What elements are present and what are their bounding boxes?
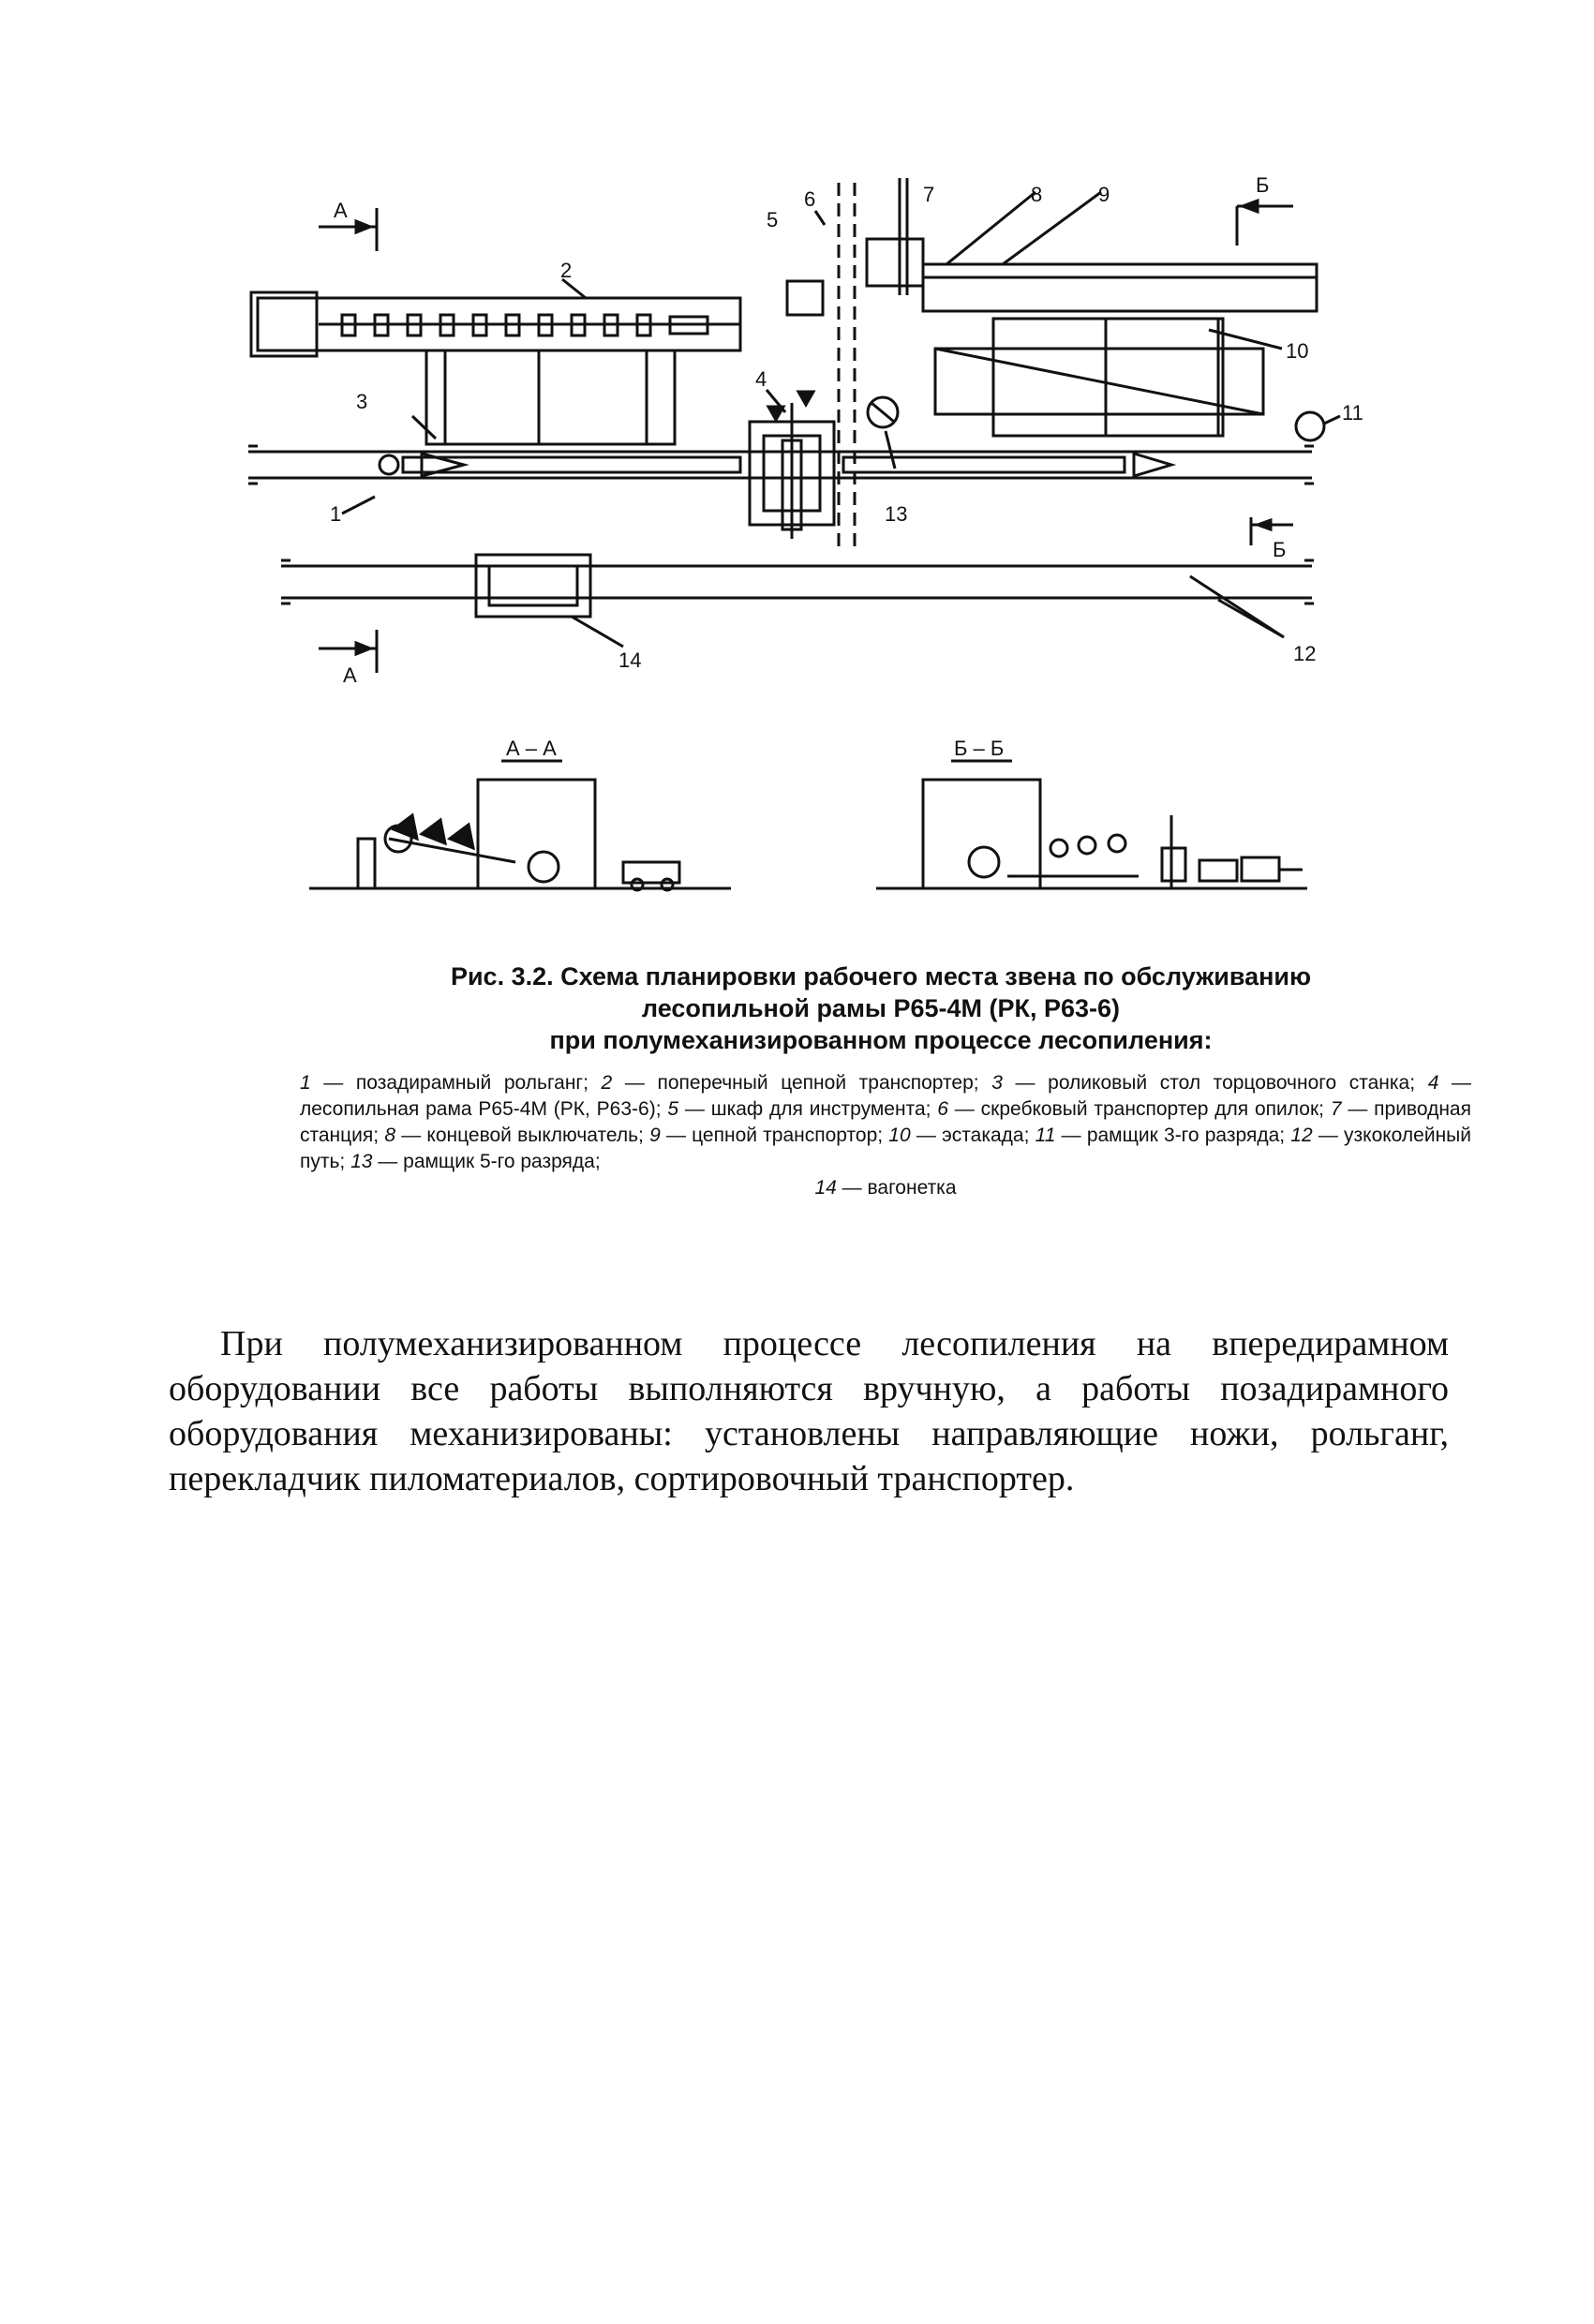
callout-label: 9 (1098, 183, 1110, 206)
section-mark-label: Б (1273, 538, 1287, 561)
section-view-aa (309, 737, 731, 890)
callout-label: 4 (755, 367, 767, 391)
operator-5th-grade (868, 397, 907, 526)
legend-item: 13 — рамщик 5-го разряда; (350, 1151, 601, 1172)
cross-chain-conveyor (251, 259, 740, 356)
operator-3rd-grade (1296, 401, 1363, 440)
callout-label: 8 (1031, 183, 1043, 206)
body-paragraph: При полумеханизированном процессе лесопиления на впередирамном оборудовании все работы выполняются вручную, а работы позадирамного оборудования механизированы: установлены направляющие ножи, рольганг, перекладчик пиломатериалов, сортировочный транспортер. (169, 1324, 1449, 1498)
layout-diagram (0, 0, 1594, 918)
figure-legend (300, 1070, 1471, 1201)
section-mark-a-top (319, 199, 377, 251)
callout-label: 10 (1286, 339, 1309, 363)
section-mark-b-top (1237, 173, 1293, 246)
figure-caption (309, 961, 1452, 1056)
legend-item: 10 — эстакада; (888, 1125, 1035, 1146)
caption-line: Рис. 3.2. Схема планировки рабочего места звена по обслуживанию (450, 962, 1312, 991)
callout-label: 3 (356, 390, 368, 413)
trestle (935, 319, 1308, 436)
callout-label: 11 (1342, 401, 1363, 425)
tool-cabinet (767, 208, 823, 315)
caption-line: лесопильной рамы Р65-4М (РК, Р63-6) (641, 994, 1121, 1022)
legend-item: 9 — цепной транспортор; (649, 1125, 889, 1146)
legend-item: 8 — концевой выключатель; (384, 1125, 650, 1146)
scraper-conveyor (804, 183, 855, 553)
legend-item: 6 — скребковый транспортер для опилок; (937, 1098, 1331, 1120)
section-mark-a-bottom (319, 630, 377, 687)
legend-item: 2 — поперечный цепной транспортер; (601, 1072, 992, 1094)
roller-table (356, 350, 675, 444)
callout-label: 2 (560, 259, 573, 282)
section-title: Б – Б (954, 737, 1005, 760)
legend-item: 7 — приводная станция; (300, 1098, 1471, 1146)
callout-label: 14 (618, 648, 642, 672)
section-title: А – А (506, 737, 557, 760)
legend-item: 14 — вагонетка (814, 1177, 957, 1199)
wagon (476, 555, 641, 672)
legend-item: 3 — роликовый стол торцовочного станка; (991, 1072, 1428, 1094)
legend-item: 12 — узкоколейный путь; (300, 1125, 1471, 1172)
legend-item: 11 — рамщик 3-го разряда; (1035, 1125, 1291, 1146)
section-mark-label: А (343, 663, 357, 687)
callout-label: 12 (1293, 642, 1317, 665)
narrow-gauge-track (281, 560, 1316, 665)
section-mark-b-bottom (1251, 517, 1293, 561)
legend-item: 4 — лесопильная рама Р65-4М (РК, Р63-6); (300, 1072, 1471, 1120)
section-mark-label: А (334, 199, 348, 222)
section-mark-label: Б (1256, 173, 1270, 197)
callout-label: 5 (767, 208, 779, 231)
caption-line: при полумеханизированном процессе лесопиления: (549, 1026, 1213, 1054)
callout-label: 1 (330, 502, 342, 526)
legend-item: 5 — шкаф для инструмента; (667, 1098, 938, 1120)
callout-label: 13 (885, 502, 908, 526)
legend-item: 1 — позадирамный рольганг; (300, 1072, 602, 1094)
callout-label: 6 (804, 187, 816, 211)
section-view-bb (876, 737, 1307, 888)
callout-label: 7 (923, 183, 935, 206)
